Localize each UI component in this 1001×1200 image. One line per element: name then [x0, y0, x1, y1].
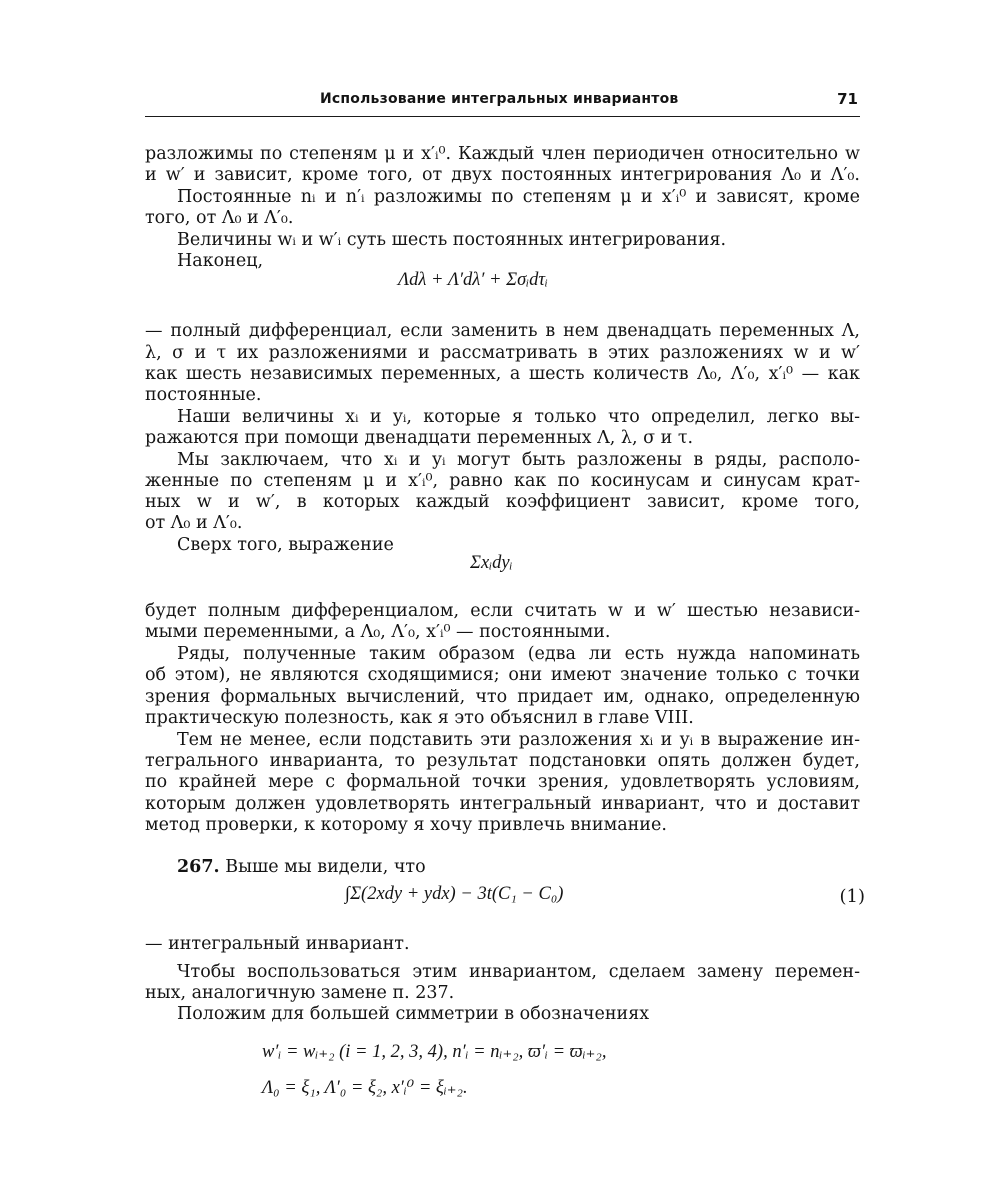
page-number: 71 — [837, 90, 858, 108]
text-line: Положим для большей симметрии в обозначениях — [177, 1004, 650, 1024]
text-line: от Λ₀ и Λ′₀. — [145, 513, 243, 533]
text-line: тегрального инварианта, то результат подстановки опять должен будет, — [145, 751, 860, 771]
text-line: Наши величины xᵢ и yᵢ, которые я только что определил, легко вы- — [177, 407, 860, 427]
text-line: Наконец, — [177, 251, 264, 271]
section-number: 267. — [177, 857, 220, 877]
text-line: метод проверки, к которому я хочу привлечь внимание. — [145, 815, 667, 835]
text-line: мыми переменными, а Λ₀, Λ′₀, x′ᵢ⁰ — постоянными. — [145, 622, 611, 642]
text-line: которым должен удовлетворять интегральный инвариант, что и доставит — [145, 794, 860, 814]
formula-substitution-2: Λ₀ = ξ₁, Λ′₀ = ξ₂, x′ᵢ⁰ = ξᵢ₊₂. — [262, 1078, 468, 1098]
section-paragraph — [145, 857, 860, 878]
formula-substitution-1: w′ᵢ = wᵢ₊₂ (i = 1, 2, 3, 4), n′ᵢ = nᵢ₊₂, ϖ′ᵢ = ϖᵢ₊₂, — [262, 1042, 607, 1062]
text-line: будет полным дифференциалом, если считать w и w′ шестью независи- — [145, 601, 860, 621]
text-line: Выше мы видели, что — [225, 857, 426, 877]
text-line: — полный дифференциал, если заменить в нем двенадцать переменных Λ, — [145, 321, 860, 341]
text-line: Постоянные nᵢ и n′ᵢ разложимы по степеням μ и x′ᵢ⁰ и зависят, кроме — [177, 187, 860, 207]
text-line: разложимы по степеням μ и x′ᵢ⁰. Каждый член периодичен относительно w — [145, 144, 860, 164]
text-line: постоянные. — [145, 385, 262, 405]
text-line: того, от Λ₀ и Λ′₀. — [145, 208, 294, 228]
running-header — [145, 88, 860, 117]
text-line: ных, аналогичную замене п. 237. — [145, 983, 455, 1003]
text-line: Тем не менее, если подставить эти разложения xᵢ и yᵢ в выражение ин- — [177, 730, 860, 750]
text-line: ражаются при помощи двенадцати переменных Λ, λ, σ и τ. — [145, 428, 694, 448]
text-line: Мы заключаем, что xᵢ и yᵢ могут быть разложены в ряды, располо- — [177, 450, 860, 470]
text-line: практическую полезность, как я это объяснил в главе VIII. — [145, 708, 694, 728]
text-line: по крайней мере с формальной точки зрения, удовлетворять условиям, — [145, 772, 860, 792]
equation-number: (1) — [839, 886, 865, 907]
text-line: — интегральный инвариант. — [145, 934, 410, 954]
text-line: женные по степеням μ и x′ᵢ⁰, равно как по косинусам и синусам крат- — [145, 471, 860, 491]
text-line: Ряды, полученные таким образом (едва ли есть нужда напоминать — [177, 644, 860, 664]
text-line: ных w и w′, в которых каждый коэффициент зависит, кроме того, — [145, 492, 860, 512]
text-line: Величины wᵢ и w′ᵢ суть шесть постоянных интегрирования. — [177, 230, 727, 250]
text-line: Сверх того, выражение — [177, 535, 394, 555]
text-line: и w′ и зависит, кроме того, от двух постоянных интегрирования Λ₀ и Λ′₀. — [145, 165, 860, 185]
formula-integral-invariant: ∫Σ(2xdy + ydx) − 3t(C₁ − C₀) — [345, 884, 564, 904]
formula-sum: Σxᵢdyᵢ — [470, 553, 513, 573]
header-title: Использование интегральных инвариантов — [320, 91, 679, 107]
text-line: об этом), не являются сходящимися; они имеют значение только с точки — [145, 665, 860, 685]
text-line: λ, σ и τ их разложениями и рассматривать в этих разложениях w и w′ — [145, 343, 860, 363]
text-line: как шесть независимых переменных, а шесть количеств Λ₀, Λ′₀, x′ᵢ⁰ — как — [145, 364, 860, 384]
text-line: зрения формальных вычислений, что придает им, однако, определенную — [145, 687, 860, 707]
text-line: Чтобы воспользоваться этим инвариантом, сделаем замену перемен- — [177, 962, 860, 982]
formula-differential: Λdλ + Λ′dλ′ + Σσᵢdτᵢ — [398, 270, 548, 290]
